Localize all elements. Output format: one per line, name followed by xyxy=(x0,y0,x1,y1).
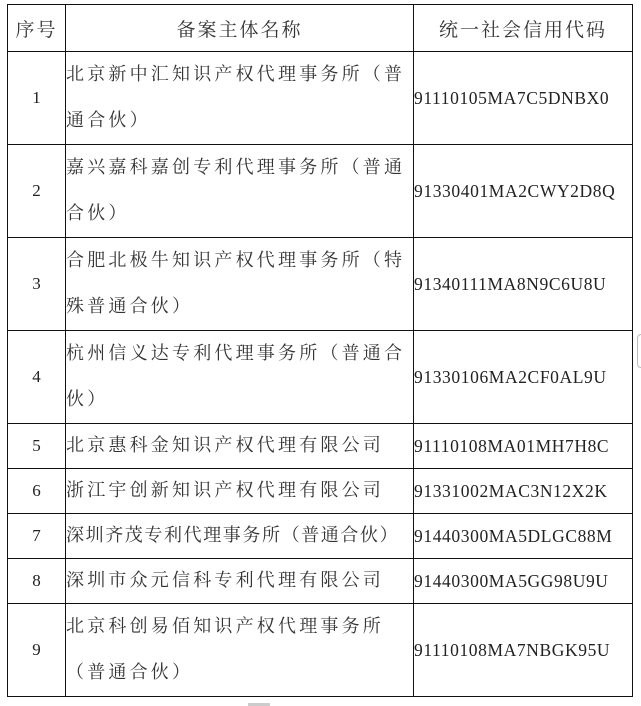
row-index: 9 xyxy=(8,604,66,697)
row-entity-name: 合肥北极牛知识产权代理事务所（特殊普通合伙） xyxy=(66,238,414,331)
row-index: 7 xyxy=(8,514,66,559)
table-header-row xyxy=(8,5,633,52)
agency-registry-table xyxy=(7,4,633,697)
row-entity-name: 嘉兴嘉科嘉创专利代理事务所（普通合伙） xyxy=(66,145,414,238)
table-row xyxy=(8,424,633,469)
table-row xyxy=(8,514,633,559)
row-index: 6 xyxy=(8,469,66,514)
row-entity-name: 杭州信义达专利代理事务所（普通合伙） xyxy=(66,331,414,424)
table-row xyxy=(8,559,633,604)
row-entity-name: 深圳齐茂专利代理事务所（普通合伙） xyxy=(66,514,414,559)
row-credit-code: 91440300MA5DLGC88M xyxy=(414,514,633,559)
side-panel-handle[interactable] xyxy=(637,334,641,368)
header-credit-code: 统一社会信用代码 xyxy=(414,5,633,52)
table-row xyxy=(8,52,633,145)
row-entity-name: 北京科创易佰知识产权代理事务所（普通合伙） xyxy=(66,604,414,697)
row-credit-code: 91110108MA7NBGK95U xyxy=(414,604,633,697)
table-row xyxy=(8,469,633,514)
row-index: 4 xyxy=(8,331,66,424)
row-index: 5 xyxy=(8,424,66,469)
row-entity-name: 浙江宇创新知识产权代理有限公司 xyxy=(66,469,414,514)
table-row xyxy=(8,331,633,424)
row-credit-code: 91340111MA8N9C6U8U xyxy=(414,238,633,331)
row-index: 2 xyxy=(8,145,66,238)
header-index: 序号 xyxy=(8,5,66,52)
row-credit-code: 91330401MA2CWY2D8Q xyxy=(414,145,633,238)
row-credit-code: 91110108MA01MH7H8C xyxy=(414,424,633,469)
row-credit-code: 91330106MA2CF0AL9U xyxy=(414,331,633,424)
row-entity-name: 北京惠科金知识产权代理有限公司 xyxy=(66,424,414,469)
table-row xyxy=(8,238,633,331)
row-entity-name: 北京新中汇知识产权代理事务所（普通合伙） xyxy=(66,52,414,145)
row-index: 3 xyxy=(8,238,66,331)
row-index: 8 xyxy=(8,559,66,604)
table-row xyxy=(8,145,633,238)
row-credit-code: 91331002MAC3N12X2K xyxy=(414,469,633,514)
row-index: 1 xyxy=(8,52,66,145)
table-row xyxy=(8,604,633,697)
header-entity-name: 备案主体名称 xyxy=(66,5,414,52)
row-credit-code: 91440300MA5GG98U9U xyxy=(414,559,633,604)
row-credit-code: 91110105MA7C5DNBX0 xyxy=(414,52,633,145)
row-entity-name: 深圳市众元信科专利代理有限公司 xyxy=(66,559,414,604)
